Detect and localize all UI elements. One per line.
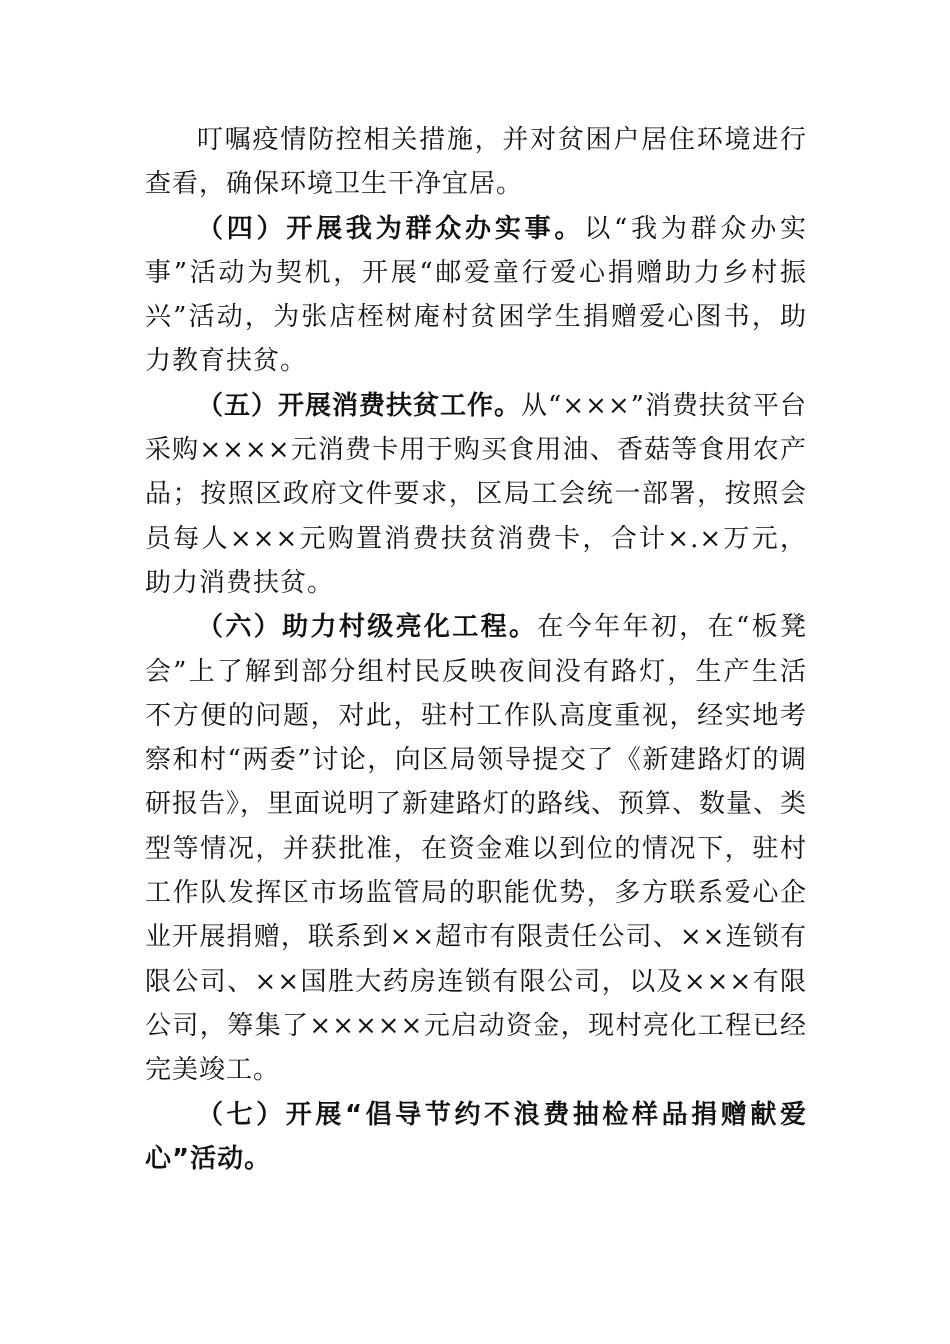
paragraph-6-body: 在今年年初，在“板凳会”上了解到部分组村民反映夜间没有路灯，生产生活不方便的问题，对此，驻村工作队高度重视，经实地考察和村“两委”讨论，向区局领导提交了《新建路灯的调研报告》，里面说明了新建路灯的路线、预算、数量、类型等情况，并获批准，在资金难以到位的情况下，驻村工作队发挥区市场监管局的职能优势，多方联系爱心企业开展捐赠，联系到××超市有限责任公司、××连锁有限公司、××国胜大药房连锁有限公司，以及×××有限公司，筹集了×××××元启动资金，现村亮化工程已经完美竣工。 (145, 612, 808, 1086)
paragraph-4-body: 以“我为群众办实事”活动为契机，开展“邮爱童行爱心捐赠助力乡村振兴”活动，为张店桎树庵村贫困学生捐赠爱心图书，助力教育扶贫。 (145, 213, 807, 377)
section-4-heading: （四）开展我为群众办实事。 (197, 213, 585, 244)
paragraph-6 (145, 605, 807, 1092)
document-page (145, 118, 807, 1181)
paragraph-7 (145, 1093, 807, 1182)
paragraph-5-body: 从“×××”消费扶贫平台采购××××元消费卡用于购买食用油、香菇等食用农产品；按照区政府文件要求，区局工会统一部署，按照会员每人×××元购置消费扶贫消费卡，合计×.×万元，助力消费扶贫。 (145, 390, 807, 598)
section-6-heading: （六）助力村级亮化工程。 (197, 612, 538, 643)
paragraph-5 (145, 384, 807, 605)
paragraph-0-body: 叮嘱疫情防控相关措施，并对贫困户居住环境进行查看，确保环境卫生干净宜居。 (145, 125, 807, 200)
section-7-heading: （七）开展“倡导节约不浪费抽检样品捐赠献爱心”活动。 (145, 1099, 807, 1174)
section-5-heading: （五）开展消费扶贫工作。 (197, 390, 522, 421)
paragraph-0 (145, 118, 807, 207)
paragraph-4 (145, 207, 807, 384)
